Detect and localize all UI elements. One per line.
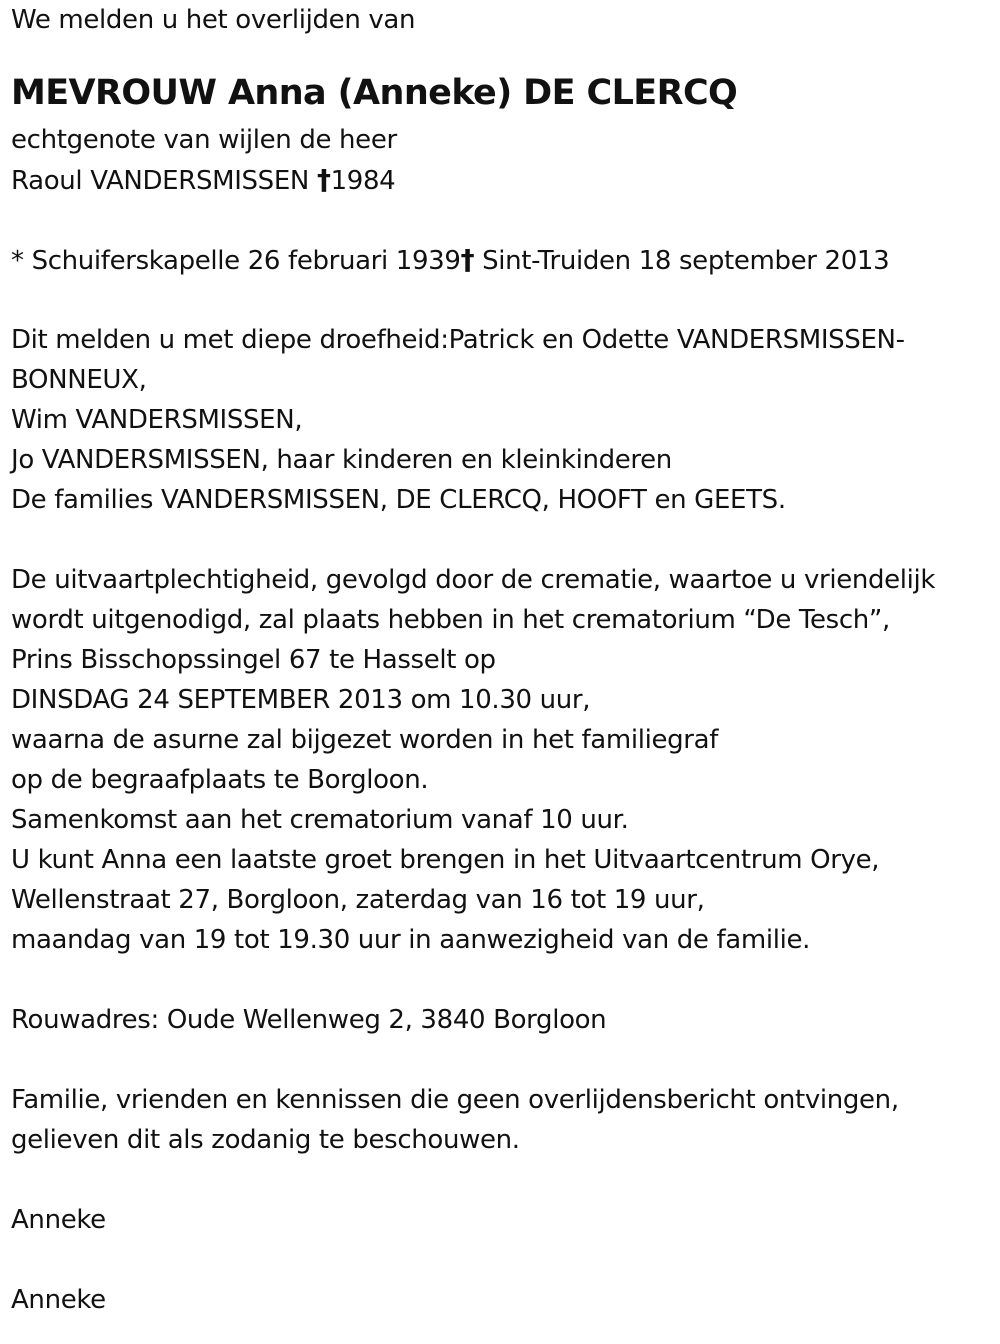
notice-line: gelieven dit als zodanig te beschouwen. bbox=[11, 1125, 520, 1155]
obituary-document bbox=[11, 0, 996, 1320]
spacer bbox=[11, 200, 996, 240]
mourners-line: De families VANDERSMISSEN, DE CLERCQ, HOOFT en GEETS. bbox=[11, 485, 786, 515]
birth-info: * Schuiferskapelle 26 februari 1939 bbox=[11, 246, 461, 276]
ceremony-line: Samenkomst aan het crematorium vanaf 10 uur. bbox=[11, 805, 629, 835]
deceased-name: MEVROUW Anna (Anneke) DE CLERCQ bbox=[11, 73, 738, 113]
cross-icon: † bbox=[460, 243, 475, 276]
mourners-line: Dit melden u met diepe droefheid:Patrick en Odette VANDERSMISSEN- bbox=[11, 325, 905, 355]
ceremony-line: waarna de asurne zal bijgezet worden in het familiegraf bbox=[11, 725, 719, 755]
title-block bbox=[11, 40, 996, 120]
spacer bbox=[11, 520, 996, 560]
mourning-address: Rouwadres: Oude Wellenweg 2, 3840 Borgloon bbox=[11, 1005, 607, 1035]
ceremony-line: De uitvaartplechtigheid, gevolgd door de crematie, waartoe u vriendelijk bbox=[11, 565, 936, 595]
ceremony-line: op de begraafplaats te Borgloon. bbox=[11, 765, 429, 795]
ceremony-line: DINSDAG 24 SEPTEMBER 2013 om 10.30 uur, bbox=[11, 685, 591, 715]
notice-line: Familie, vrienden en kennissen die geen overlijdensbericht ontvingen, bbox=[11, 1085, 899, 1115]
ceremony-block bbox=[11, 560, 996, 960]
mourners-line: Jo VANDERSMISSEN, haar kinderen en kleinkinderen bbox=[11, 445, 672, 475]
mourners-line: Wim VANDERSMISSEN, bbox=[11, 405, 303, 435]
signature: Anneke bbox=[11, 1205, 106, 1235]
death-info: Sint-Truiden 18 september 2013 bbox=[474, 246, 890, 276]
ceremony-line: wordt uitgenodigd, zal plaats hebben in het crematorium “De Tesch”, bbox=[11, 605, 890, 635]
notice-block bbox=[11, 1080, 996, 1160]
mourners-line: BONNEUX, bbox=[11, 365, 147, 395]
signature: Anneke bbox=[11, 1285, 106, 1315]
spacer bbox=[11, 280, 996, 320]
spouse-name-line bbox=[11, 160, 996, 200]
spouse-line: echtgenote van wijlen de heer bbox=[11, 125, 397, 155]
ceremony-line: Wellenstraat 27, Borgloon, zaterdag van 16 tot 19 uur, bbox=[11, 885, 705, 915]
intro-text: We melden u het overlijden van bbox=[11, 5, 416, 35]
spouse-name: Raoul VANDERSMISSEN bbox=[11, 166, 310, 196]
spacer bbox=[11, 1160, 996, 1200]
spacer bbox=[11, 1040, 996, 1080]
mourners-block bbox=[11, 320, 996, 520]
cross-icon: † bbox=[316, 163, 331, 196]
ceremony-line: Prins Bisschopssingel 67 te Hasselt op bbox=[11, 645, 496, 675]
spacer bbox=[11, 960, 996, 1000]
ceremony-line: U kunt Anna een laatste groet brengen in het Uitvaartcentrum Orye, bbox=[11, 845, 880, 875]
spouse-death-year: 1984 bbox=[330, 166, 396, 196]
birth-death-line bbox=[11, 240, 996, 280]
spacer bbox=[11, 1240, 996, 1280]
ceremony-line: maandag van 19 tot 19.30 uur in aanwezigheid van de familie. bbox=[11, 925, 811, 955]
